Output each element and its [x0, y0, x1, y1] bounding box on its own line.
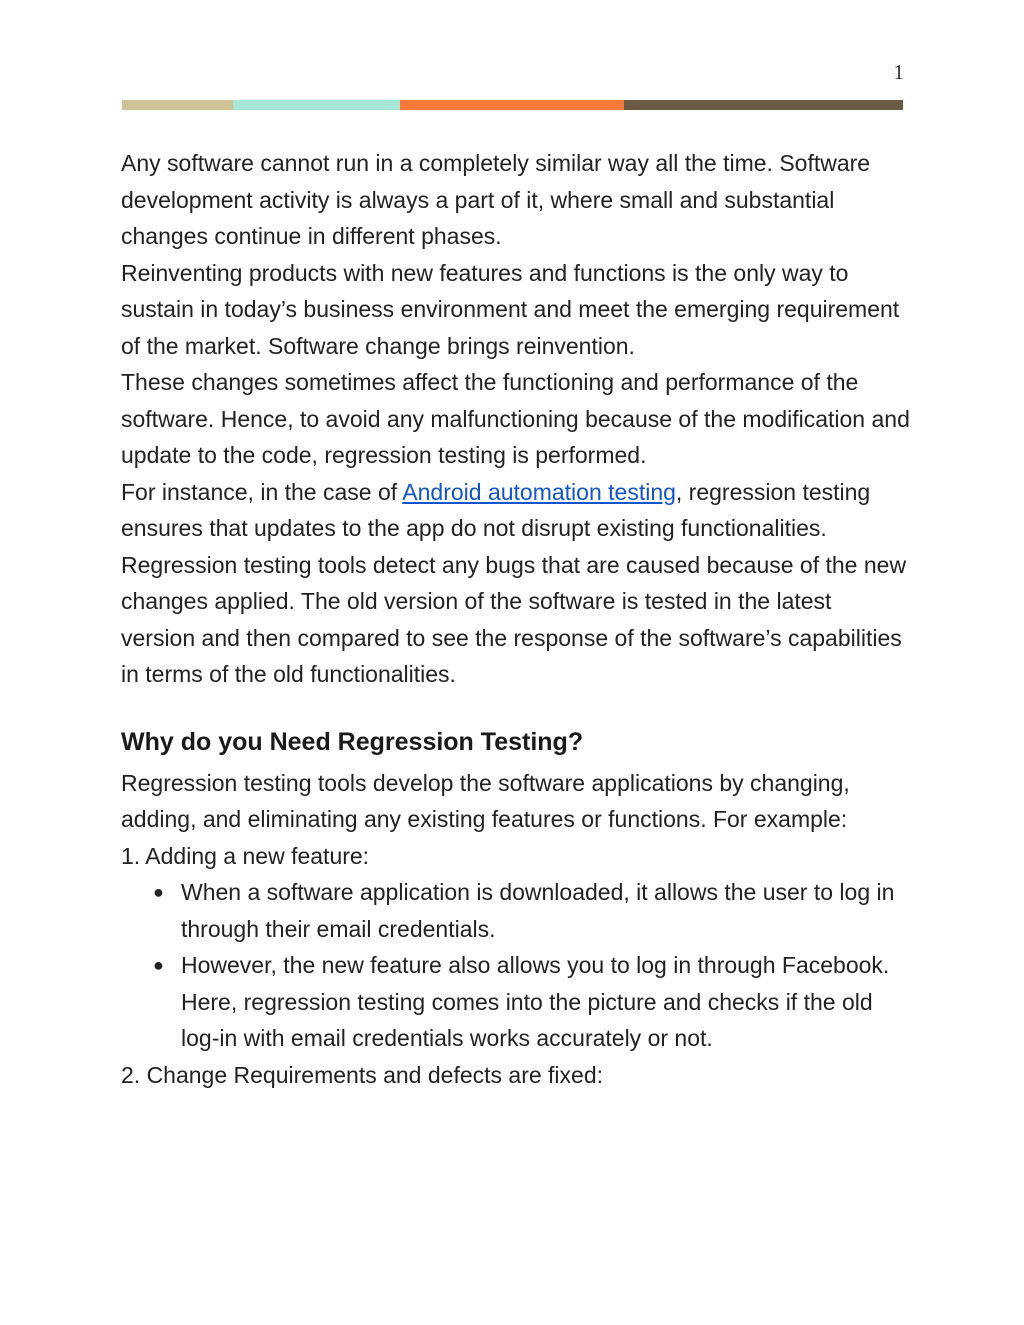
numbered-item: 2. Change Requirements and defects are fixed:: [121, 1061, 604, 1088]
color-bar-segment: [624, 100, 903, 110]
document-body: [121, 145, 911, 1093]
list-item-text: However, the new feature also allows you to log in through Facebook. Here, regression testing comes into the picture and checks if the old log-in with email credentials works accurately or not.: [181, 952, 890, 1051]
paragraph-text: , regression testing ensures that updates to the app do not disrupt existing functionalities.: [121, 478, 871, 541]
page-number: 1: [893, 60, 904, 84]
intro-paragraph: These changes sometimes affect the functioning and performance of the software. Hence, to avoid any malfunctioning because of the modification and update to the code, regression testing is performed.: [121, 369, 910, 468]
bullet-icon: ●: [153, 882, 164, 902]
android-automation-testing-link[interactable]: Android automation testing: [402, 478, 676, 505]
intro-paragraph-with-link: [121, 474, 911, 547]
list-item: [153, 947, 911, 1057]
list-item-text: When a software application is downloaded, it allows the user to log in through their email credentials.: [181, 879, 895, 942]
intro-paragraph: Regression testing tools detect any bugs that are caused because of the new changes applied. The old version of the software is tested in the latest version and then compared to see the response of the software’s capabilities in terms of the old functionalities.: [121, 551, 907, 687]
color-bar-segment: [400, 100, 624, 110]
section-heading: Why do you Need Regression Testing?: [121, 727, 584, 756]
list-item: [153, 874, 911, 947]
section-paragraph: Regression testing tools develop the software applications by changing, adding, and eliminating any existing features or functions. For example:: [121, 769, 850, 832]
bullet-list: [121, 874, 911, 1057]
intro-paragraph: Reinventing products with new features and functions is the only way to sustain in today’s business environment and meet the emerging requirement of the market. Software change brings reinvention.: [121, 259, 900, 359]
bullet-icon: ●: [153, 955, 164, 975]
numbered-item: 1. Adding a new feature:: [121, 842, 370, 869]
intro-paragraph: Any software cannot run in a completely similar way all the time. Software development activity is always a part of it, where small and substantial changes continue in different phases.: [121, 150, 871, 249]
paragraph-text: For instance, in the case of: [121, 478, 403, 505]
color-bar-segment: [233, 100, 400, 110]
header-color-bar: [122, 100, 903, 110]
color-bar-segment: [122, 100, 233, 110]
